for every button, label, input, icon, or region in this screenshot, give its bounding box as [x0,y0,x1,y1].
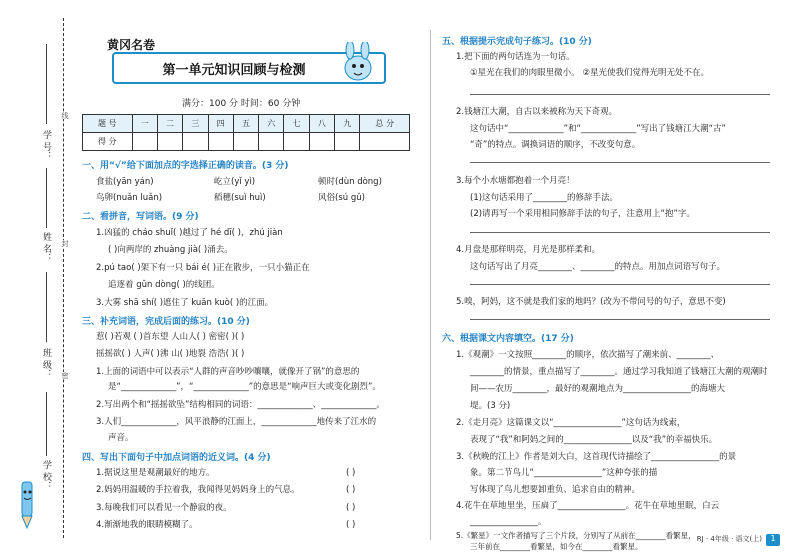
score-cell[interactable] [208,133,233,151]
question-line: 追逐着 gǔn dòng( )的线团。 [108,280,220,290]
binding-margin [0,0,80,554]
question-line: 1.据说这里是观潮最好的地方。 [96,468,215,478]
question-line: 是“_____________”，“_____________”的意思是“响声巨大或变化剧烈”。 [108,382,381,392]
footer-grade: RJ · 4年级 · 语文(上) [696,535,762,543]
school-label: 学 校： [41,460,51,490]
question-line: 这句话中“_____________”和“_____________”写出了钱塘江大潮“古” [470,124,726,134]
answer-paren[interactable]: ( ) [346,468,356,478]
question-line: 5.《繁星》一文作者描写了三个片段，分别写了从前在________看繁星， [456,531,696,540]
question-line: 3.大雾 shā shí( )遮住了 kuān kuò( )的江面。 [96,298,274,308]
pinyin-item[interactable]: 稻穗(suì huì) [214,193,266,203]
brand-logo: 黄冈名卷 [107,38,156,52]
school-field[interactable] [46,392,47,456]
idiom-row: 惹( )若观 ( )首东望 人山人( ) 密密( )( ) [96,332,245,342]
name-field[interactable] [46,168,47,228]
page-number: 1 [766,534,780,546]
score-cell[interactable] [360,133,410,151]
question-line: 4.花牛在草地里坐，压扁了________________。花牛在草地里眠，白云 [456,501,720,511]
pinyin-item[interactable]: 食盐(yān yán) [96,177,154,187]
question-line: ①星光在我们的肉眼里微小。 ②星光使我们觉得光明无处不在。 [470,68,709,78]
question-line: 2.妈妈用温暖的手拉着我，我闻得见妈妈身上的气息。 [96,485,300,495]
table-cell: 题 号 [83,115,133,133]
page-title: 第一单元知识回顾与检测 [162,63,306,78]
column-divider [430,30,431,540]
question-line: 4.月盘是那样明亮，月光是那样柔和。 [456,245,601,255]
class-field[interactable] [46,272,47,342]
pinyin-item[interactable]: 风俗(sú gǔ) [318,193,365,203]
name-label: 姓 名： [41,232,51,262]
rabbit-mascot-icon [334,42,382,86]
section-5-title: 五、根据提示完成句子练习。(10 分) [442,37,592,47]
section-4-title: 四、写出下面句子中加点词语的近义词。(4 分) [82,453,271,463]
question-line: 3.《秋晚的江上》作者是刘大白，这首现代诗描绘了________________的景 [456,452,737,462]
answer-line[interactable] [470,162,770,163]
question-line: 2.pú tao( )架下有一只 bái é( )正在散步，一只小猫正在 [96,263,310,273]
question-line: 2.钱塘江大潮，自古以来被称为天下奇观。 [456,107,618,117]
section-6-title: 六、根据课文内容填空。(17 分) [442,334,574,344]
question-line: 1.凶猛的 cháo shuǐ( )越过了 hé dī( )，zhú jiàn [96,228,283,238]
table-cell: 六 [259,115,284,133]
question-line: 1.把下面的两句话连为一句话。 [456,52,575,62]
score-cell[interactable] [183,133,208,151]
score-time-info: 满分：100 分 时间：60 分钟 [182,99,301,109]
pinyin-item[interactable]: 顿时(dùn dòng) [318,177,382,187]
class-label: 班 级： [41,348,51,378]
student-no-label: 学 号： [41,130,51,160]
question-line: (1)这句话采用了________的修辞手法。 [470,193,619,203]
question-line: “奇”的特点。调换词语的顺序，不改变句意。 [470,140,641,150]
score-cell[interactable] [309,133,334,151]
table-cell: 五 [233,115,258,133]
question-line: 5.嗅，阿妈，这不就是我们家的地吗？(改为不带问号的句子，意思不变) [456,297,726,307]
answer-line[interactable] [470,232,770,233]
question-line: 1.《观潮》一文按照________的顺序，依次描写了潮来前、________、 [456,350,720,360]
table-cell: 九 [335,115,360,133]
question-line: 4.渐渐地我的眼睛模糊了。 [96,520,198,530]
question-line: 堤。(3 分) [470,401,511,411]
question-line: 声音。 [108,433,134,443]
question-line: 三年前在________看繁星，如今在________看繁星。 [470,542,643,551]
question-line: 3.每晚我们可以看见一个静寂的夜。 [96,503,232,513]
line-mark: 线 [61,112,69,119]
table-cell: 三 [183,115,208,133]
score-cell[interactable] [259,133,284,151]
question-line: 间——农历________，最好的观潮地点为________________的海塘大 [470,384,726,394]
question-line: 象。第二节鸟儿“________________”这种夸张的描 [470,468,658,478]
question-line: 3.每个小水塘都抱着一个月亮！ [456,176,575,186]
table-row [83,115,410,133]
answer-paren[interactable]: ( ) [346,520,356,530]
table-cell: 四 [208,115,233,133]
question-line: 写体现了鸟儿想要卸重负、追求自由的精神。 [470,485,641,495]
table-cell: 一 [132,115,157,133]
pencil-mascot-icon [16,478,38,530]
score-cell[interactable] [284,133,309,151]
score-cell[interactable] [335,133,360,151]
student-no-field[interactable] [46,44,47,124]
section-2-title: 二、看拼音，写词语。(9 分) [82,212,199,222]
section-3-title: 三、补充词语，完成后面的练习。(10 分) [82,317,250,327]
cut-mark: 密 [61,372,69,379]
question-line: 2.《走月亮》这篇课文以“________________”这句话为线索， [456,418,686,428]
answer-line[interactable] [470,94,770,95]
question-line: 2.写出两个和“摇摇欲坠”结构相同的词语：_____________、_____________。 [96,400,385,410]
pinyin-item[interactable]: 鸟卵(nuǎn luǎn) [96,193,163,203]
table-cell: 八 [309,115,334,133]
section-1-title: 一、用“√”给下面加点的字选择正确的读音。(3 分) [82,161,289,171]
question-line: 1.上面的词语中可以表示“人群的声音吵吵嚷嚷，就像开了锅”的意思的 [96,367,360,377]
question-line: (2)请再写一个采用相同修辞手法的句子，注意用上“抱”字。 [470,209,695,219]
table-cell: 得 分 [83,133,133,151]
seal-mark: 封 [61,240,69,247]
question-line: 这句话写出了月亮________、________的特点。用加点词语写句子。 [470,262,726,272]
answer-paren[interactable]: ( ) [346,503,356,513]
cut-line [63,18,64,538]
score-cell[interactable] [132,133,157,151]
question-line: ( )向两岸的 zhuàng jià( )涌去。 [108,245,233,255]
score-cell[interactable] [233,133,258,151]
answer-paren[interactable]: ( ) [346,485,356,495]
table-row [83,133,410,151]
score-cell[interactable] [157,133,182,151]
question-line: ________________。 [470,517,547,527]
question-line: 表现了“我”和阿妈之间的________________以及“我”的幸福快乐。 [470,435,718,445]
idiom-row: 摇摇欲( ) 人声( )沸 山( )地裂 浩浩( )( ) [96,349,245,359]
answer-line[interactable] [470,319,770,320]
pinyin-item[interactable]: 屹立(yǐ yì) [214,177,256,187]
table-cell: 二 [157,115,182,133]
question-line: ________的情景，重点描写了________。通过学习我知道了钱塘江大潮的观潮时 [470,367,768,377]
score-table [82,114,410,151]
table-cell: 七 [284,115,309,133]
answer-line[interactable] [470,284,770,285]
question-line: 3.人们_____________，风平浪静的江面上，_____________地传来了江水的 [96,417,377,427]
table-cell: 总 分 [360,115,410,133]
